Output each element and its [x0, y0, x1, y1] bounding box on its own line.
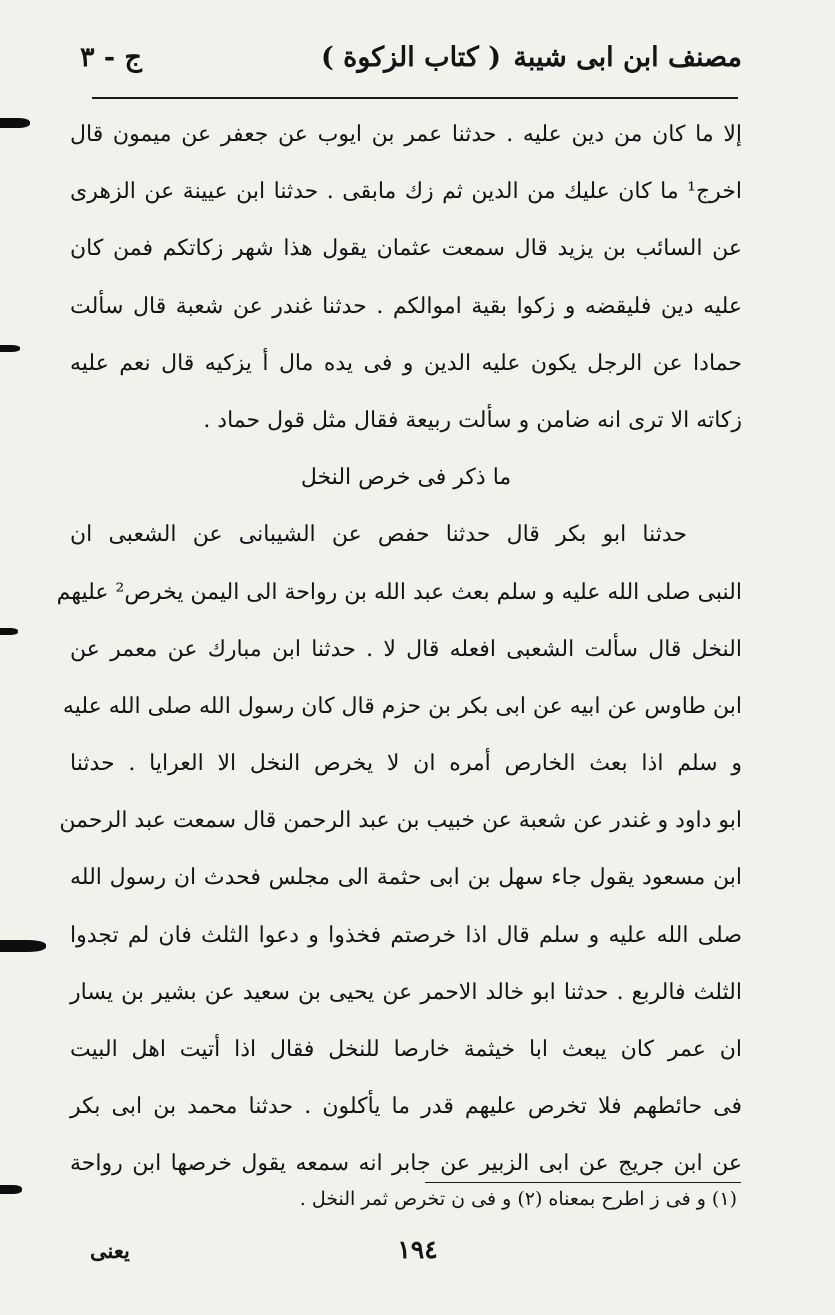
text-line: و سلم اذا بعث الخارص أمره ان لا يخرص النخل الا العرايا . حدثنا: [70, 751, 742, 777]
text-line: عن ابن جريج عن ابى الزبير عن جابر انه سمعه يقول خرصها ابن رواحة: [70, 1151, 742, 1177]
text-line: إلا ما كان من دين عليه . حدثنا عمر بن ايوب عن جعفر عن ميمون قال: [70, 122, 742, 147]
binding-edge-mark: [0, 1185, 22, 1194]
text-line: النخل قال سألت الشعبى افعله قال لا . حدثنا ابن مبارك عن معمر عن: [70, 636, 742, 662]
text-line: ابن مسعود يقول جاء سهل بن ابى حثمة الى مجلس فحدث ان رسول الله: [70, 865, 742, 891]
text-line: فى حائطهم فلا تخرص عليهم قدر ما يأكلون . حدثنا محمد بن ابى بكر: [70, 1094, 742, 1120]
volume-label: ج - ٣: [80, 42, 142, 73]
page-number: ١٩٤: [397, 1235, 438, 1264]
text-line: حمادا عن الرجل يكون عليه الدين و فى يده مال أ يزكيه قال نعم عليه: [70, 350, 742, 376]
chapter-heading: ما ذكر فى خرص النخل: [300, 465, 512, 491]
text-line: زكاته الا ترى انه ضامن و سألت ربيعة فقال مثل قول حماد .: [203, 407, 742, 433]
text-line: عن السائب بن يزيد قال سمعت عثمان يقول هذا شهر زكاتكم فمن كان: [70, 236, 742, 262]
text-line: عليه دين فليقضه و زكوا بقية اموالكم . حدثنا غندر عن شعبة قال سألت: [70, 293, 742, 319]
binding-edge-mark: [0, 628, 18, 635]
binding-edge-mark: [0, 345, 20, 352]
text-line: صلى الله عليه و سلم قال اذا خرصتم فخذوا و دعوا الثلث فان لم تجدوا: [70, 922, 742, 948]
text-line: الثلث فالربع . حدثنا ابو خالد الاحمر عن يحيى بن سعيد عن بشير بن يسار: [70, 979, 742, 1005]
section-title: ( كتاب الزكوة ): [321, 42, 501, 73]
text-line: ان عمر كان يبعث ابا خيثمة خارصا للنخل فقال اذا أتيت اهل البيت: [70, 1037, 742, 1062]
binding-edge-mark: [0, 940, 46, 952]
catchword: يعنى: [90, 1238, 130, 1263]
text-line: حدثنا ابو بكر قال حدثنا حفص عن الشيبانى عن الشعبى ان: [70, 522, 687, 548]
text-line: اخرج¹ ما كان عليك من الدين ثم زك مابقى . حدثنا ابن عيينة عن الزهرى: [70, 179, 742, 205]
footnote-rule: [425, 1182, 741, 1183]
text-line: ابو داود و غندر عن شعبة عن خبيب بن عبد الرحمن قال سمعت عبد الرحمن: [59, 808, 742, 834]
binding-edge-mark: [0, 118, 30, 128]
book-title: مصنف ابن ابی شیبة: [513, 42, 742, 73]
main-text: [56, 106, 742, 1193]
text-line: ابن طاوس عن ابيه عن ابى بكر بن حزم قال كان رسول الله صلى الله عليه: [62, 693, 742, 719]
running-header: [80, 42, 742, 86]
footnote: (١) و فى ز اطرح بمعناه (٢) و فى ن تخرص ثمر النخل .: [299, 1188, 737, 1210]
header-rule: [92, 97, 738, 99]
text-line: النبى صلى الله عليه و سلم بعث عبد الله بن رواحة الى اليمن يخرص² عليهم: [56, 579, 742, 605]
